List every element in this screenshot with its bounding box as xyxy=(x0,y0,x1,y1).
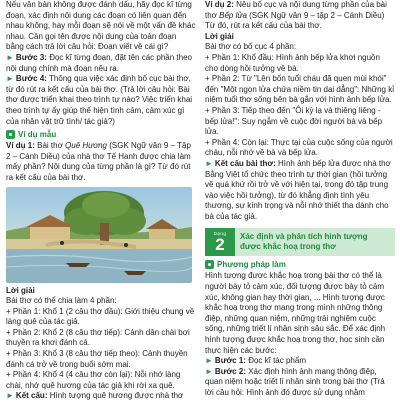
village-illustration xyxy=(6,187,192,283)
part-item: + Phần 4: Khổ 4 (4 câu thơ còn lại): Nỗi nhớ làng chài, nhớ quê hương của tác giả khi rời xa quê. xyxy=(6,370,181,390)
part-item: + Phần 3: Khổ 3 (8 câu thơ tiếp theo): Cảnh thuyền đánh cá trở về trong buổi sớm mai. xyxy=(6,349,188,369)
method-paragraph: Hình tượng được khắc hoạ trong bài thơ có thể là người bày tỏ cảm xúc, đối tượng được bày tỏ cảm xúc, không gian hay thời gian, ... Hình tượng được khắc hoạ trong thơ mang trong mình những thông điệp, những quan niệm, những trải nghiệm cuộc sống, những triết lí nhân sinh sâu sắc. Để xác định hình tượng được khắc hoạ trong thơ, học sinh cần thực hiện các bước: xyxy=(205,271,386,355)
example-tag-icon xyxy=(6,130,15,139)
section-banner xyxy=(205,228,395,256)
answer-heading: Lời giải xyxy=(6,285,35,295)
right-column xyxy=(205,0,395,399)
triangle-bullet-icon: ► xyxy=(6,391,14,401)
structure-paragraph: ► Kết cấu bài thơ: Hình ảnh bếp lửa được nhà thơ Bằng Việt tổ chức theo trình tự thời gian (hồi tưởng về quá khứ rồi trở về với hiện tại, trong đó tập trung vào việc hồi tưởng), từ đó khẳng định tình yêu thương, sự kính trọng và nỗi nhớ thiết tha dành cho bà của tác giả. xyxy=(205,158,391,221)
example1-question: Ví dụ 1: Bài thơ Quê Hương (SGK Ngữ văn 9 – Tập 2 – Cánh Diều) của nhà thơ Tế Hanh được chia làm mấy phần? Nội dung của từng phần là gì? Từ đó rút ra kết cấu của bài thơ. xyxy=(6,141,191,182)
triangle-bullet-icon: ► xyxy=(205,366,213,376)
left-column xyxy=(6,0,196,402)
part-item: + Phần 4: Còn lại: Thực tại của cuộc sống của người cháu, nỗi nhớ về bà và bếp lửa. xyxy=(205,137,393,158)
method-tag-icon xyxy=(205,260,214,269)
part-item: + Phần 1: Khổ đầu: Hình ảnh bếp lửa khơi nguồn cho dòng hồi tưởng về bà. xyxy=(205,52,380,73)
triangle-bullet-icon: ► xyxy=(205,158,213,168)
part-item: + Phần 2: Khổ 2 (8 câu thơ tiếp): Cảnh dân chài bơi thuyền ra khơi đánh cá. xyxy=(6,327,190,348)
section-title: Xác định và phân tích hình tượng được khắc hoạ trong thơ xyxy=(235,228,395,256)
structure-paragraph: ► Kết cấu: Hình tượng quê hương được nhà thơ xyxy=(6,391,184,401)
part-item: + Phần 2: Từ "Lên bốn tuổi cháu đã quen mùi khói" đến "Một ngọn lửa chứa niềm tin dai dẳng": Những kỉ niệm tuổi thơ sống bên bà gắn với hình ảnh bếp lửa. xyxy=(205,74,394,105)
step2-paragraph: Nếu văn bản không được đánh dấu, hãy đọc kĩ từng đoạn, xác định nội dung các đoạn có liên quan đến nhau không, hay mỗi đoạn sẽ nói về một vấn đề khác nhau. Cần gọi tên được nội dung của toàn đoạn bằng cách trả lời câu hỏi: Đoạn viết về cái gì? xyxy=(6,0,196,52)
example2-question: Ví dụ 2: Nêu bố cục và nội dung từng phần của bài thơ Bếp lửa (SGK Ngữ văn 9 – tập 2 – Cánh Diều) Từ đó, rút ra kết cấu của bài thơ. xyxy=(205,0,387,31)
part-item: + Phần 3: Tiếp theo đến "Ôi kỳ lạ và thiêng liêng - bếp lửa!": Suy ngẫm về cuộc đời người bà và bếp lửa. xyxy=(205,105,383,137)
village-scene-image xyxy=(6,187,192,283)
section-number-badge: Dạng 2 xyxy=(205,228,235,256)
answer-intro: Bài thơ có bố cục 4 phần: xyxy=(205,42,297,52)
step1-paragraph: ► Bước 1: Đọc kĩ tác phẩm xyxy=(205,356,306,366)
answer-heading: Lời giải xyxy=(205,31,234,41)
step3-paragraph: ► Bước 3: Đọc kĩ từng đoạn, đặt tên các phần theo nội dung chính mà đoạn nêu ra. xyxy=(6,52,192,73)
part-item: + Phần 1: Khổ 1 (2 câu thơ đầu): Giới thiệu chung về làng quê của tác giả. xyxy=(6,306,195,327)
triangle-bullet-icon: ► xyxy=(6,52,14,62)
example-heading: Ví dụ mẫu xyxy=(6,130,196,139)
triangle-bullet-icon: ► xyxy=(6,74,14,84)
step2-paragraph: ► Bước 2: Xác định hình ảnh mang thông điệp, quan niệm hoặc triết lí nhân sinh trong bài thơ (Trả lời câu hỏi: Hình ảnh đó được sử dụng nhằm xyxy=(205,366,385,397)
answer-intro: Bài thơ có thể chia làm 4 phần: xyxy=(6,296,117,306)
step4-paragraph: ► Bước 4: Thông qua việc xác định bố cục bài thơ, từ đó rút ra kết cấu của bài thơ. (Trả lời câu hỏi: Bài thơ được triển khai theo trình tự nào? Việc triển khai theo trình tự ấy giúp thể hiện tình cảm, cảm xúc gì của nhân vật trữ tình/ tác giả?) xyxy=(6,74,193,126)
triangle-bullet-icon: ► xyxy=(205,356,213,366)
method-heading: Phương pháp làm xyxy=(205,260,395,269)
